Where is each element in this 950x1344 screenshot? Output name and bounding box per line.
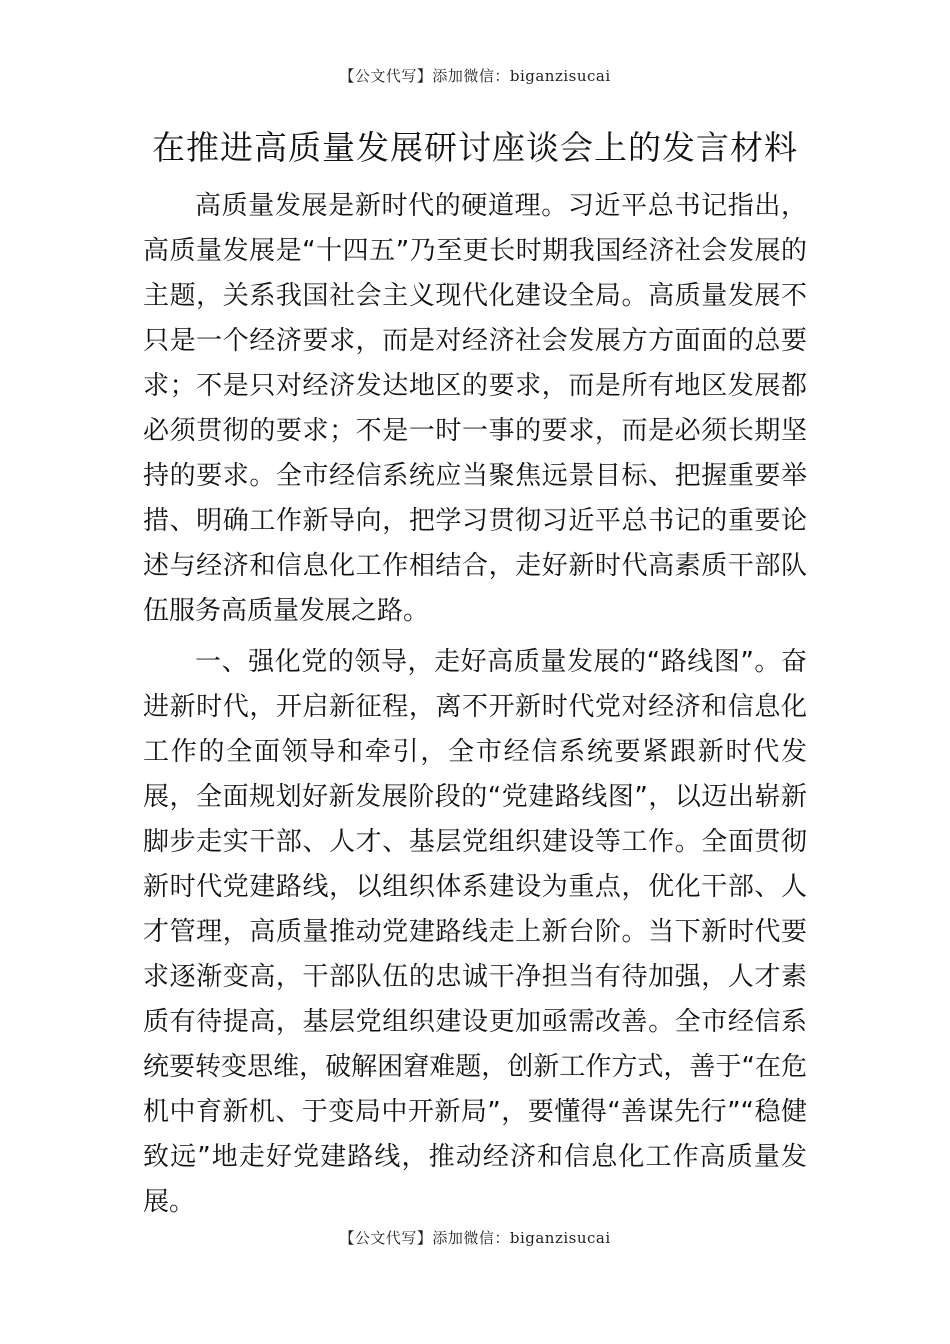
- document-title: 在推进高质量发展研讨座谈会上的发言材料: [152, 128, 798, 167]
- header-watermark-note: 【公文代写】添加微信：biganzisucai: [339, 67, 611, 85]
- body-paragraph-intro: 高质量发展是新时代的硬道理。习近平总书记指出，高质量发展是“十四五”乃至更长时期我国经济社会发展的主题，关系我国社会主义现代化建设全局。高质量发展不只是一个经济要求，而是对经济社会发展方方面面的总要求；不是只对经济发达地区的要求，而是所有地区发展都必须贯彻的要求；不是一时一事的要求，而是必须长期坚持的要求。全市经信系统应当聚焦远景目标、把握重要举措、明确工作新导向，把学习贯彻习近平总书记的重要论述与经济和信息化工作相结合，走好新时代高素质干部队伍服务高质量发展之路。: [143, 191, 807, 626]
- footer-watermark-note: 【公文代写】添加微信：biganzisucai: [339, 1229, 611, 1247]
- body-paragraph-section-one: 一、强化党的领导，走好高质量发展的“路线图”。奋进新时代，开启新征程，离不开新时代党对经济和信息化工作的全面领导和牵引，全市经信系统要紧跟新时代发展，全面规划好新发展阶段的“党建路线图”，以迈出崭新脚步走实干部、人才、基层党组织建设等工作。全面贯彻新时代党建路线，以组织体系建设为重点，优化干部、人才管理，高质量推动党建路线走上新台阶。当下新时代要求逐渐变高，干部队伍的忠诚干净担当有待加强，人才素质有待提高，基层党组织建设更加亟需改善。全市经信系统要转变思维，破解困窘难题，创新工作方式，善于“在危机中育新机、于变局中开新局”，要懂得“善谋先行”“稳健致远”地走好党建路线，推动经济和信息化工作高质量发展。: [143, 647, 807, 1217]
